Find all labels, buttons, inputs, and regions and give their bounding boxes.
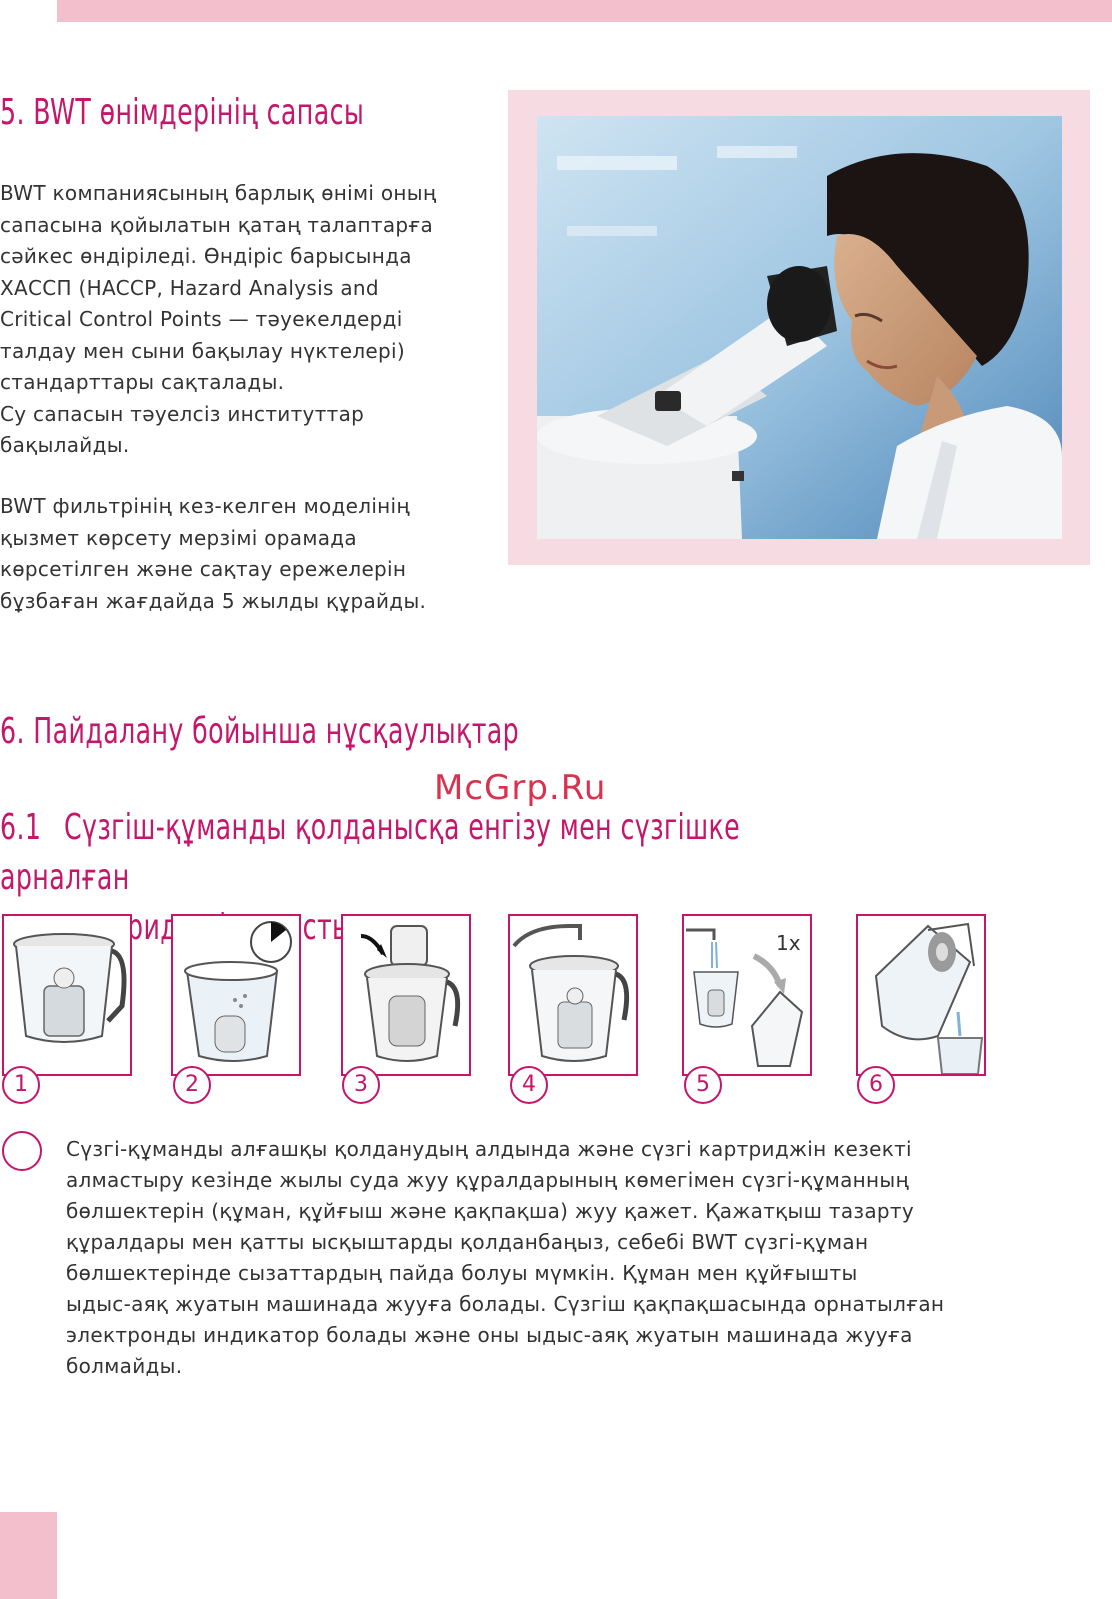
step-1-bullet: [2, 1131, 42, 1171]
bottom-pink-block: [0, 1512, 57, 1599]
scientist-microscope-photo: [537, 116, 1062, 539]
top-pink-band: [57, 0, 1112, 22]
section-5-title: 5. BWT өнімдерінің сапасы: [0, 92, 365, 133]
section-6-1-title-line2: картриджді алмастыру: [63, 907, 385, 948]
step-3-illustration: [341, 914, 471, 1076]
instruction-paragraph: Сүзгі-құманды алғашқы қолданудың алдында және сүзгі картриджін кезекті алмастыру кезінде жылы суда жуу құралдарының көмегімен сүзгі-құманның бөлшектерін (құман, құйғыш және қақпақша) жуу қажет. Қажатқыш тазарту құралдары мен қатты ысқыштарды қолданбаңыз, себебі BWT сүзгі-құман бөлшектерінде сызаттардың пайда болуы мүмкін. Құман мен құйғышты ыдыс-аяқ жуатын машинада жууға болады. Сүзгіш қақпақшасында орнатылған электронды индикатор болады және оны ыдыс-аяқ жуатын машинада жууға болмайды.: [66, 1137, 945, 1378]
step-number-2: 2: [173, 1066, 211, 1104]
service-life-paragraph: BWT фильтрінің кез-келген моделінің қызмет көрсету мерзімі орамада көрсетілген және сақтау ережелерін бұзбаған жағдайда 5 жылды құрайды.: [0, 494, 427, 613]
step-number-6: 6: [857, 1066, 895, 1104]
step-6-illustration: [856, 914, 986, 1076]
step-5-count-label: 1x: [776, 931, 801, 955]
section-6-title: 6. Пайдалану бойынша нұсқаулықтар: [0, 711, 520, 752]
step-4-illustration: [508, 914, 638, 1076]
section-6-1-number: 6.1: [0, 807, 42, 848]
step-1-illustration: [2, 914, 132, 1076]
watermark-text: McGrp.Ru: [434, 768, 607, 808]
step-2-illustration: [171, 914, 301, 1076]
step-number-5: 5: [684, 1066, 722, 1104]
step-5-illustration: [682, 914, 812, 1076]
step-number-4: 4: [510, 1066, 548, 1104]
step-number-3: 3: [342, 1066, 380, 1104]
step-number-1: 1: [2, 1066, 40, 1104]
section-6-1-title-line1: Сүзгіш-құманды қолданысқа енгізу мен сүзгішке арналған: [0, 807, 741, 898]
quality-paragraph: BWT компаниясының барлық өнімі оның сапасына қойылатын қатаң талаптарға сәйкес өндіріледі. Өндіріс барысында ХАССП (HACCP, Hazard Analysis and Critical Control Points — тәуекелдерді талдау мен сыни бақылау нүктелері) стандарттары сақталады. Су сапасын тәуелсіз институттар бақылайды.: [0, 181, 437, 457]
